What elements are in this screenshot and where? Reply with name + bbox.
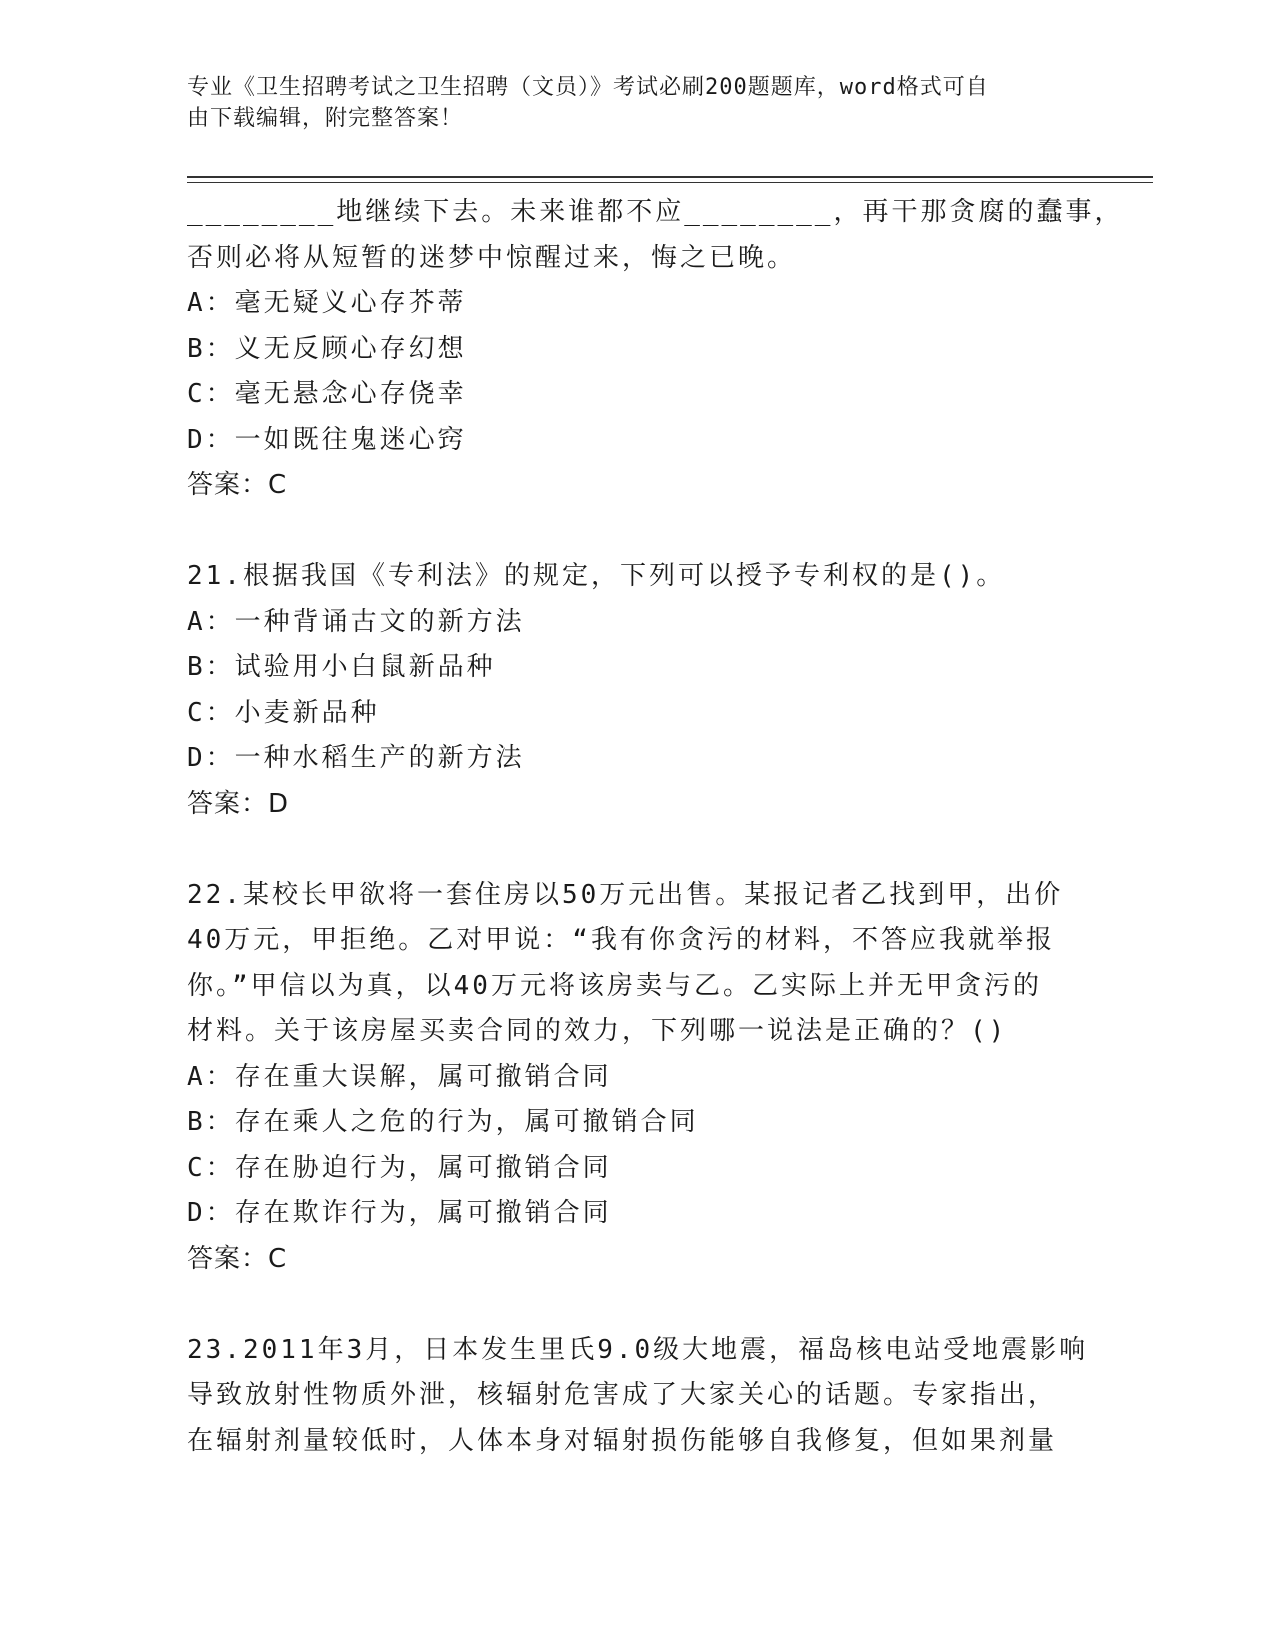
- answer-line: 答案：C: [187, 470, 288, 500]
- option-b: B：义无反顾心存幻想: [187, 333, 467, 364]
- option-d: D：存在欺诈行为，属可撤销合同: [187, 1198, 612, 1228]
- header-line-2: 由下载编辑，附完整答案！: [187, 106, 464, 131]
- question-stem-line: 你。”甲信以为真，以40万元将该房卖与乙。乙实际上并无甲贪污的: [187, 970, 1042, 1001]
- question-stem-line: 材料。关于该房屋买卖合同的效力，下列哪一说法是正确的？(): [187, 1016, 1008, 1046]
- spacer: [187, 827, 1087, 873]
- option-a: A：毫无疑义心存芥蒂: [187, 288, 467, 318]
- option-a: A：一种背诵古文的新方法: [187, 606, 525, 637]
- header-line-1: 专业《卫生招聘考试之卫生招聘（文员）》考试必刷200题题库，word格式可自: [187, 75, 989, 100]
- spacer: [187, 1282, 1087, 1328]
- answer-line: 答案：D: [187, 788, 290, 819]
- option-b: B：存在乘人之危的行为，属可撤销合同: [187, 1107, 699, 1137]
- question-22: [187, 873, 1087, 1283]
- option-c: C：毫无悬念心存侥幸: [187, 379, 467, 409]
- question-stem-line: ________地继续下去。未来谁都不应________，再干那贪腐的蠢事，: [187, 197, 1124, 227]
- option-b: B：试验用小白鼠新品种: [187, 652, 496, 682]
- option-c: C：存在胁迫行为，属可撤销合同: [187, 1152, 612, 1183]
- question-stem-line: 否则必将从短暂的迷梦中惊醒过来，悔之已晚。: [187, 242, 797, 273]
- spacer: [187, 509, 1087, 555]
- question-stem-line: 导致放射性物质外泄，核辐射危害成了大家关心的话题。专家指出，: [187, 1380, 1058, 1410]
- question-stem-line: 21.根据我国《专利法》的规定，下列可以授予专利权的是()。: [187, 561, 1006, 591]
- option-d: D：一如既往鬼迷心窍: [187, 424, 467, 455]
- option-a: A：存在重大误解，属可撤销合同: [187, 1061, 612, 1092]
- answer-line: 答案：C: [187, 1243, 288, 1274]
- option-c: C：小麦新品种: [187, 697, 380, 728]
- question-20: [187, 190, 1124, 509]
- document-header: [187, 72, 1067, 134]
- question-21: [187, 554, 1087, 827]
- question-stem-line: 23.2011年3月，日本发生里氏9.0级大地震，福岛核电站受地震影响: [187, 1334, 1089, 1365]
- question-stem-line: 22.某校长甲欲将一套住房以50万元出售。某报记者乙找到甲，出价: [187, 879, 1064, 910]
- question-stem-line: 40万元，甲拒绝。乙对甲说：“我有你贪污的材料，不答应我就举报: [187, 925, 1055, 955]
- header-rule-thin: [187, 182, 1153, 183]
- question-23: [187, 1328, 1087, 1465]
- question-stem-line: 在辐射剂量较低时，人体本身对辐射损伤能够自我修复，但如果剂量: [187, 1425, 1058, 1456]
- option-d: D：一种水稻生产的新方法: [187, 743, 525, 773]
- question-content: [187, 190, 1124, 1464]
- header-rule-thick: [187, 176, 1153, 178]
